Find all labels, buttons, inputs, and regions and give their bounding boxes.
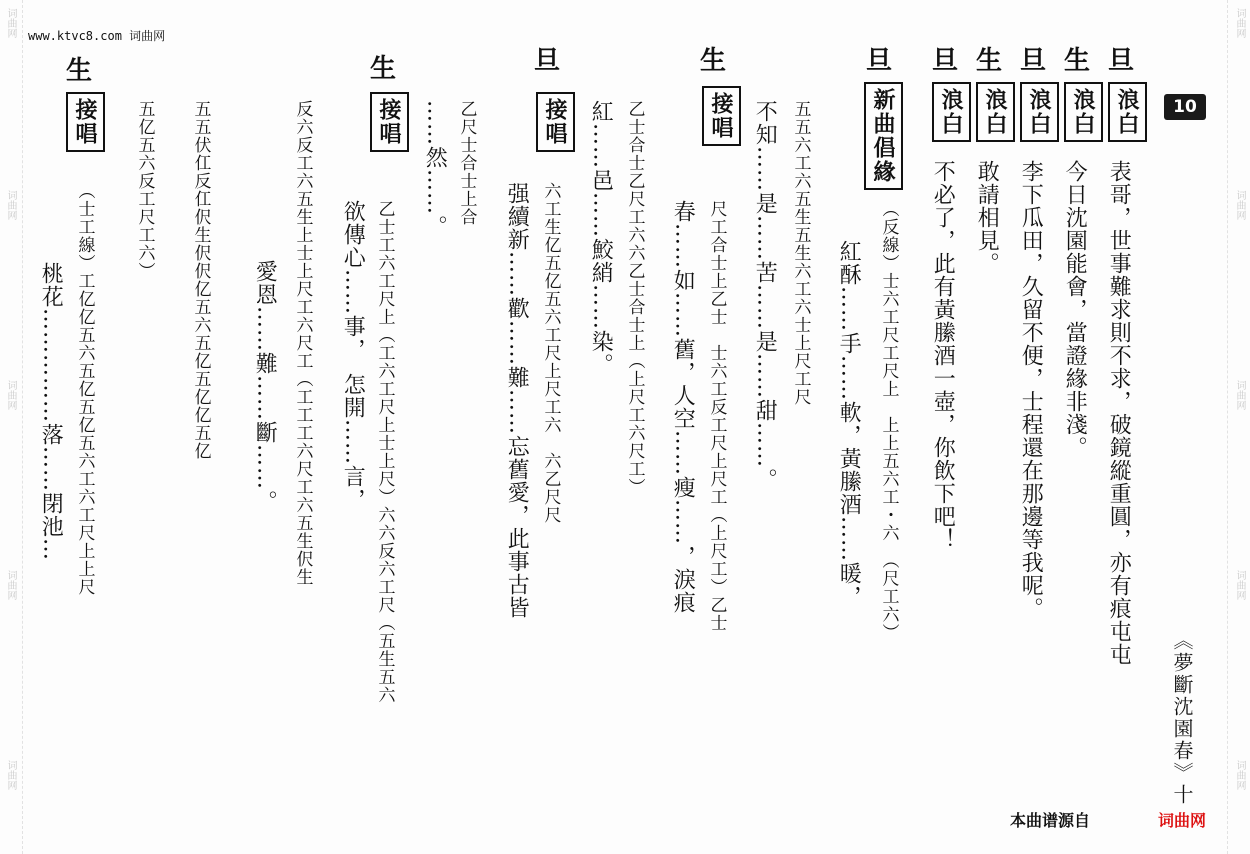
label-box: 接唱 — [536, 92, 575, 152]
notation-column: 反六反工六五生上士上尺工六尺工（工工工六尺工六五生伬生 — [292, 100, 313, 586]
watermark: 词曲网 — [5, 570, 16, 600]
lyric-column: ……然……。 — [422, 100, 448, 238]
site-link[interactable]: 词曲网 — [1158, 813, 1207, 830]
label-box: 浪白 — [1020, 82, 1059, 142]
notation-column: 五亿五六反工尺工六） — [134, 100, 155, 280]
right-margin-strip — [1227, 0, 1250, 854]
role-sheng: 旦 — [534, 46, 561, 76]
lyric-column: 李下瓜田，久留不便，士程還在那邊等我呢。 — [1018, 160, 1044, 620]
lyric-column: 今日沈園能會，當證緣非淺。 — [1062, 160, 1088, 459]
label-box: 接唱 — [702, 86, 741, 146]
label-box: 浪白 — [1064, 82, 1103, 142]
role-dan: 旦 — [1020, 46, 1047, 76]
role-sheng: 生 — [976, 46, 1003, 76]
notation-column: （反線）士六工尺工尺上 上上五六工・六 （尺工六） — [878, 200, 899, 642]
notation-column: （士工線）工亿亿五六五亿五亿五六工六工尺上上尺 — [74, 182, 95, 596]
watermark: 词曲网 — [1234, 760, 1245, 790]
watermark: 词曲网 — [5, 760, 16, 790]
watermark: 词曲网 — [5, 8, 16, 38]
label-box: 新曲倡緣 — [864, 82, 903, 190]
lyric-column: 敢請相見。 — [974, 160, 1000, 275]
role-dan: 生 — [700, 46, 727, 76]
watermark: 词曲网 — [1234, 570, 1245, 600]
lyric-column: 表哥，世事難求則不求，破鏡縱重圓，亦有痕屯屯 — [1106, 160, 1132, 666]
watermark: 词曲网 — [1234, 190, 1245, 220]
notation-column: 乙尺士合士上合 — [456, 100, 477, 226]
notation-column: 五五六工六五生五生六工六士上尺工尺 — [790, 100, 811, 406]
watermark: 词曲网 — [1234, 380, 1245, 410]
site-url: www.ktvc8.com 词曲网 — [28, 29, 166, 43]
lyric-column: 不知……是……苦……是……甜……。 — [752, 100, 778, 491]
watermark: 词曲网 — [5, 380, 16, 410]
lyric-column: 欲傳心……事， 怎開……言， — [340, 200, 366, 511]
label-box: 浪白 — [1108, 82, 1147, 142]
role-sheng: 生 — [1064, 46, 1091, 76]
label-box: 浪白 — [976, 82, 1015, 142]
notation-column: 乙士工六工尺上（工六工尺上士上尺）六六反六工尺（五生五六 — [374, 200, 395, 704]
notation-column: 五五伏仜反仜伬生伬伬亿五六五亿五亿亿五亿 — [190, 100, 211, 460]
role-sheng: 旦 — [866, 46, 893, 76]
label-box: 接唱 — [370, 92, 409, 152]
role-dan: 旦 — [932, 46, 959, 76]
role-dan: 生 — [370, 54, 397, 84]
lyric-column: 春……如……舊，人空……瘦……，淚痕 — [670, 200, 696, 614]
notation-column: 六工生亿五亿五六工尺上尺工六 六乙尺尺 — [540, 182, 561, 524]
role-sheng: 生 — [66, 56, 93, 86]
lyric-column: 桃花……………落……閉池… — [38, 262, 64, 561]
label-box: 接唱 — [66, 92, 105, 152]
role-dan: 旦 — [1108, 46, 1135, 76]
lyric-column: 强續新……歡……難……忘舊愛，此事古皆 — [504, 182, 530, 619]
page-number-badge: 10 — [1164, 94, 1206, 120]
notation-column: 尺工合士上乙士 士六工反工尺上尺工（上尺工）乙士 — [706, 200, 727, 632]
lyric-column: 紅酥……手……軟，黃縢酒……暖， — [836, 240, 862, 608]
lyric-column: 紅……邑……鮫綃……染。 — [588, 100, 614, 376]
left-margin-strip — [0, 0, 23, 854]
notation-column: 乙士合士乙尺工六六乙士合士上（上尺工六尺工） — [624, 100, 645, 496]
watermark: 词曲网 — [5, 190, 16, 220]
label-box: 浪白 — [932, 82, 971, 142]
score-title: 《夢斷沈園春》十 — [1170, 630, 1194, 806]
lyric-column: 不必了，此有黃縢酒一壺，你飲下吧！ — [930, 160, 956, 551]
watermark: 词曲网 — [1234, 8, 1245, 38]
source-label: 本曲谱源自 — [1010, 813, 1091, 830]
lyric-column: 愛恩……難……斷……。 — [252, 260, 278, 513]
